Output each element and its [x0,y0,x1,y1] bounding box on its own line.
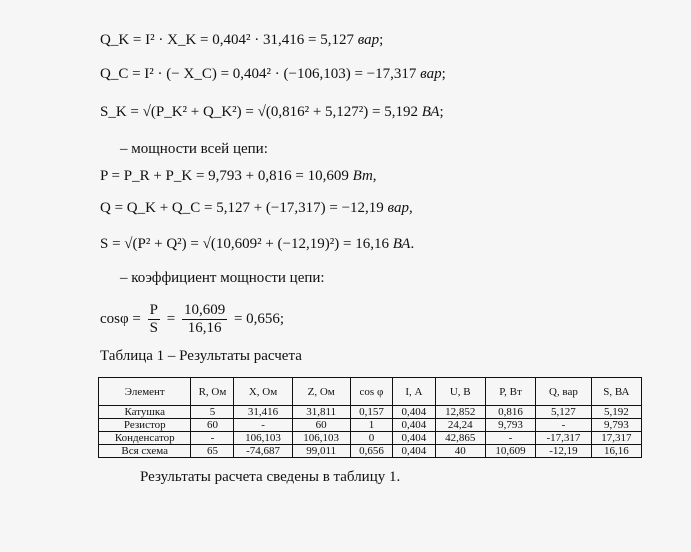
results-table [98,377,642,458]
fraction-numerator: 10,609 [183,302,226,318]
table-cell: Вся схема [99,445,191,458]
table-header-cell: cos φ [350,378,392,406]
table-cell: 42,865 [435,432,485,445]
table-cell: 60 [292,419,350,432]
table-cell: Резистор [99,419,191,432]
table-cell: Катушка [99,406,191,419]
fraction-p-s [148,302,160,337]
table-cell: 40 [435,445,485,458]
table-cell: - [536,419,592,432]
table-row [99,445,642,458]
table-cell: 9,793 [485,419,535,432]
table-header-cell: U, В [435,378,485,406]
table-cell: 16,16 [591,445,641,458]
table-cell: 17,317 [591,432,641,445]
table-cell: 24,24 [435,419,485,432]
table-cell: 31,811 [292,406,350,419]
table-header-cell: Q, вар [536,378,592,406]
table-cell: 0,157 [350,406,392,419]
table-header-cell: X, Ом [234,378,292,406]
formula-sk [100,104,444,121]
formula-qk-text: Q_K = I² · X_K = 0,404² · 31,416 = 5,127 [100,32,354,48]
formula-sk-text: S_K = √(P_K² + Q_K²) = √(0,816² + 5,127²) = 5,192 [100,104,418,120]
formula-s-unit: ВА [392,236,411,252]
table-cell: 5,127 [536,406,592,419]
table-cell: 5,192 [591,406,641,419]
table-header-cell: S, ВА [591,378,641,406]
table-header-cell: P, Вт [485,378,535,406]
table-cell: 99,011 [292,445,350,458]
formula-sk-unit: ВА [421,104,440,120]
formula-p-end: , [372,168,377,184]
table-header-cell: Z, Ом [292,378,350,406]
bullet-power-factor: – коэффициент мощности цепи: [120,270,325,286]
formula-cos-result: = 0,656; [233,310,285,327]
formula-sk-end: ; [439,104,444,120]
fraction-values [182,302,227,337]
table-cell: 1 [350,419,392,432]
table-cell: 0,404 [393,419,435,432]
table-cell: - [234,419,292,432]
table-header-cell: Элемент [99,378,191,406]
formula-qc-text: Q_C = I² · (− X_C) = 0,404² · (−106,103) = −17,317 [100,66,417,82]
table-cell: 0,404 [393,432,435,445]
formula-q-unit: вар [387,200,409,216]
fraction-denominator: S [149,320,158,336]
summary-text: Результаты расчета сведены в таблицу 1. [140,469,401,485]
formula-cos [100,302,284,337]
table-cell: 0,404 [393,445,435,458]
formula-qk-end: ; [379,32,384,48]
formula-qc [100,66,446,83]
table-cell: 106,103 [292,432,350,445]
table-cell: Конденсатор [99,432,191,445]
fraction-denominator: 16,16 [187,320,222,336]
table-cell: 10,609 [485,445,535,458]
table-cell: - [191,432,234,445]
formula-qc-end: ; [441,66,446,82]
table-cell: -74,687 [234,445,292,458]
formula-q-text: Q = Q_K + Q_C = 5,127 + (−17,317) = −12,19 [100,200,384,216]
table-cell: 0,816 [485,406,535,419]
table-caption: Таблица 1 – Результаты расчета [100,348,302,364]
table-cell: -17,317 [536,432,592,445]
formula-s-text: S = √(P² + Q²) = √(10,609² + (−12,19)²) = 16,16 [100,236,389,252]
table-cell: 31,416 [234,406,292,419]
table-cell: -12,19 [536,445,592,458]
table-row [99,406,642,419]
formula-p-unit: Вт [352,168,373,184]
table-cell: - [485,432,535,445]
formula-p [100,168,377,185]
bullet-total-power: – мощности всей цепи: [120,141,268,157]
formula-q [100,200,413,217]
fraction-numerator: P [149,302,158,318]
formula-cos-equals: = [166,310,176,327]
formula-qk-unit: вар [357,32,380,48]
table-cell: 5 [191,406,234,419]
table-header-cell: R, Ом [191,378,234,406]
formula-p-text: P = P_R + P_K = 9,793 + 0,816 = 10,609 [100,168,349,184]
table-cell: 0 [350,432,392,445]
formula-s [100,236,414,253]
table-cell: 65 [191,445,234,458]
formula-qc-unit: вар [420,66,442,82]
table-header-cell: I, А [393,378,435,406]
table-cell: 60 [191,419,234,432]
formula-qk [100,32,383,49]
table-cell: 0,656 [350,445,392,458]
table-cell: 9,793 [591,419,641,432]
formula-q-end: , [408,200,413,216]
table-cell: 106,103 [234,432,292,445]
table-header-row [99,378,642,406]
table-row [99,432,642,445]
table-cell: 12,852 [435,406,485,419]
formula-cos-lhs: cosφ = [100,310,141,327]
table-cell: 0,404 [393,406,435,419]
formula-s-end: . [410,236,415,252]
table-row [99,419,642,432]
